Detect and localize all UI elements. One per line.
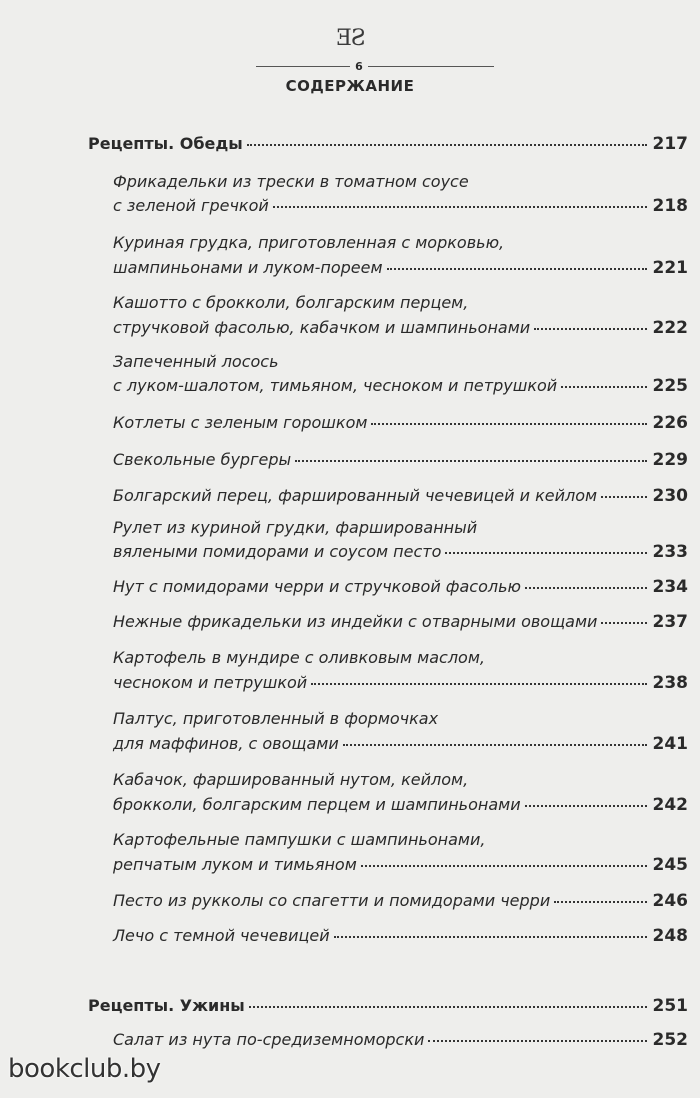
toc-entry[interactable] bbox=[113, 577, 688, 597]
entry-title: вялеными помидорами и соусом песто bbox=[113, 542, 442, 561]
watermark: bookclub.by bbox=[8, 1054, 161, 1084]
toc-entry-line: Картофель в мундире с оливковым маслом, bbox=[113, 648, 485, 667]
entry-title: Лечо с темной чечевицей bbox=[113, 926, 330, 945]
entry-title: Песто из рукколы со спагетти и помидорами черри bbox=[113, 891, 551, 910]
entry-title: с зеленой гречкой bbox=[113, 196, 269, 215]
toc-entry[interactable] bbox=[113, 855, 688, 875]
toc-entry-line: Запеченный лосось bbox=[113, 352, 279, 371]
toc-section-dinner[interactable] bbox=[88, 996, 688, 1016]
leader-dots bbox=[249, 1006, 647, 1008]
entry-page: 230 bbox=[652, 486, 688, 506]
entry-title: брокколи, болгарским перцем и шампиньонами bbox=[113, 795, 521, 814]
entry-title: Котлеты с зеленым горошком bbox=[113, 413, 368, 432]
entry-page: 242 bbox=[652, 795, 688, 815]
toc-section-lunch[interactable] bbox=[88, 134, 688, 154]
toc-entry[interactable] bbox=[113, 926, 688, 946]
entry-page: 222 bbox=[652, 318, 688, 338]
toc-entry[interactable] bbox=[113, 258, 688, 278]
entry-title: Салат из нута по-средиземноморски bbox=[113, 1030, 425, 1049]
toc-entry-line: Кашотто с брокколи, болгарским перцем, bbox=[113, 293, 469, 312]
entry-page: 218 bbox=[652, 196, 688, 216]
toc-entry[interactable] bbox=[113, 612, 688, 632]
leader-dots bbox=[334, 936, 647, 938]
entry-title: Болгарский перец, фаршированный чечевицей и кейлом bbox=[113, 486, 598, 505]
leader-dots bbox=[525, 805, 647, 807]
leader-dots bbox=[247, 144, 647, 146]
page-title: СОДЕРЖАНИЕ bbox=[285, 77, 415, 95]
leader-dots bbox=[554, 901, 646, 903]
leader-dots bbox=[371, 423, 646, 425]
leader-dots bbox=[295, 460, 646, 462]
toc-entry-line: Палтус, приготовленный в формочках bbox=[113, 709, 439, 728]
entry-title: Нут с помидорами черри и стручковой фасолью bbox=[113, 577, 521, 596]
toc-entry[interactable] bbox=[113, 413, 688, 433]
toc-entry-line: Рулет из куриной грудки, фаршированный bbox=[113, 518, 478, 537]
entry-page: 225 bbox=[652, 376, 688, 396]
section-title: Рецепты. Обеды bbox=[88, 134, 243, 153]
leader-dots bbox=[273, 206, 647, 208]
toc-entry[interactable] bbox=[113, 1030, 688, 1050]
section-page: 251 bbox=[652, 996, 688, 1016]
entry-title: репчатым луком и тимьяном bbox=[113, 855, 357, 874]
entry-title: стручковой фасолью, кабачком и шампиньонами bbox=[113, 318, 531, 337]
entry-title: шампиньонами и луком-пореем bbox=[113, 258, 383, 277]
entry-title: с луком-шалотом, тимьяном, чесноком и петрушкой bbox=[113, 376, 558, 395]
toc-entry-line: Кабачок, фаршированный нутом, кейлом, bbox=[113, 770, 469, 789]
leader-dots bbox=[601, 622, 646, 624]
entry-page: 229 bbox=[652, 450, 688, 470]
toc-entry[interactable] bbox=[113, 486, 688, 506]
toc-entry[interactable] bbox=[113, 795, 688, 815]
section-page: 217 bbox=[652, 134, 688, 154]
page-number-row bbox=[0, 60, 700, 74]
leader-dots bbox=[343, 744, 647, 746]
leader-dots bbox=[428, 1040, 646, 1042]
page-number: 6 bbox=[355, 60, 363, 73]
divider-left bbox=[256, 66, 350, 67]
entry-page: 237 bbox=[652, 612, 688, 632]
leader-dots bbox=[387, 268, 647, 270]
leader-dots bbox=[525, 587, 647, 589]
entry-page: 252 bbox=[652, 1030, 688, 1050]
entry-title: Свекольные бургеры bbox=[113, 450, 292, 469]
toc-entry[interactable] bbox=[113, 196, 688, 216]
entry-page: 221 bbox=[652, 258, 688, 278]
toc-entry[interactable] bbox=[113, 673, 688, 693]
leader-dots bbox=[601, 496, 646, 498]
entry-page: 226 bbox=[652, 413, 688, 433]
toc-entry-line: Фрикадельки из трески в томатном соусе bbox=[113, 172, 469, 191]
entry-page: 238 bbox=[652, 673, 688, 693]
section-title: Рецепты. Ужины bbox=[88, 996, 245, 1015]
toc-entry-line: Куриная грудка, приготовленная с морковью, bbox=[113, 233, 505, 252]
toc-entry[interactable] bbox=[113, 542, 688, 562]
entry-page: 233 bbox=[652, 542, 688, 562]
leader-dots bbox=[445, 552, 646, 554]
leader-dots bbox=[534, 328, 646, 330]
entry-page: 245 bbox=[652, 855, 688, 875]
toc-entry[interactable] bbox=[113, 891, 688, 911]
leader-dots bbox=[561, 386, 646, 388]
entry-page: 248 bbox=[652, 926, 688, 946]
divider-right bbox=[368, 66, 494, 67]
toc-entry[interactable] bbox=[113, 450, 688, 470]
leader-dots bbox=[311, 683, 646, 685]
toc-entry-line: Картофельные пампушки с шампиньонами, bbox=[113, 830, 486, 849]
entry-page: 246 bbox=[652, 891, 688, 911]
entry-title: Нежные фрикадельки из индейки с отварными овощами bbox=[113, 612, 598, 631]
toc-entry[interactable] bbox=[113, 318, 688, 338]
page-header bbox=[0, 28, 700, 50]
toc-entry[interactable] bbox=[113, 734, 688, 754]
entry-page: 234 bbox=[652, 577, 688, 597]
ornament-icon: ƎƧ bbox=[336, 26, 364, 51]
entry-title: для маффинов, с овощами bbox=[113, 734, 339, 753]
leader-dots bbox=[361, 865, 647, 867]
entry-title: чесноком и петрушкой bbox=[113, 673, 308, 692]
toc-entry[interactable] bbox=[113, 376, 688, 396]
entry-page: 241 bbox=[652, 734, 688, 754]
